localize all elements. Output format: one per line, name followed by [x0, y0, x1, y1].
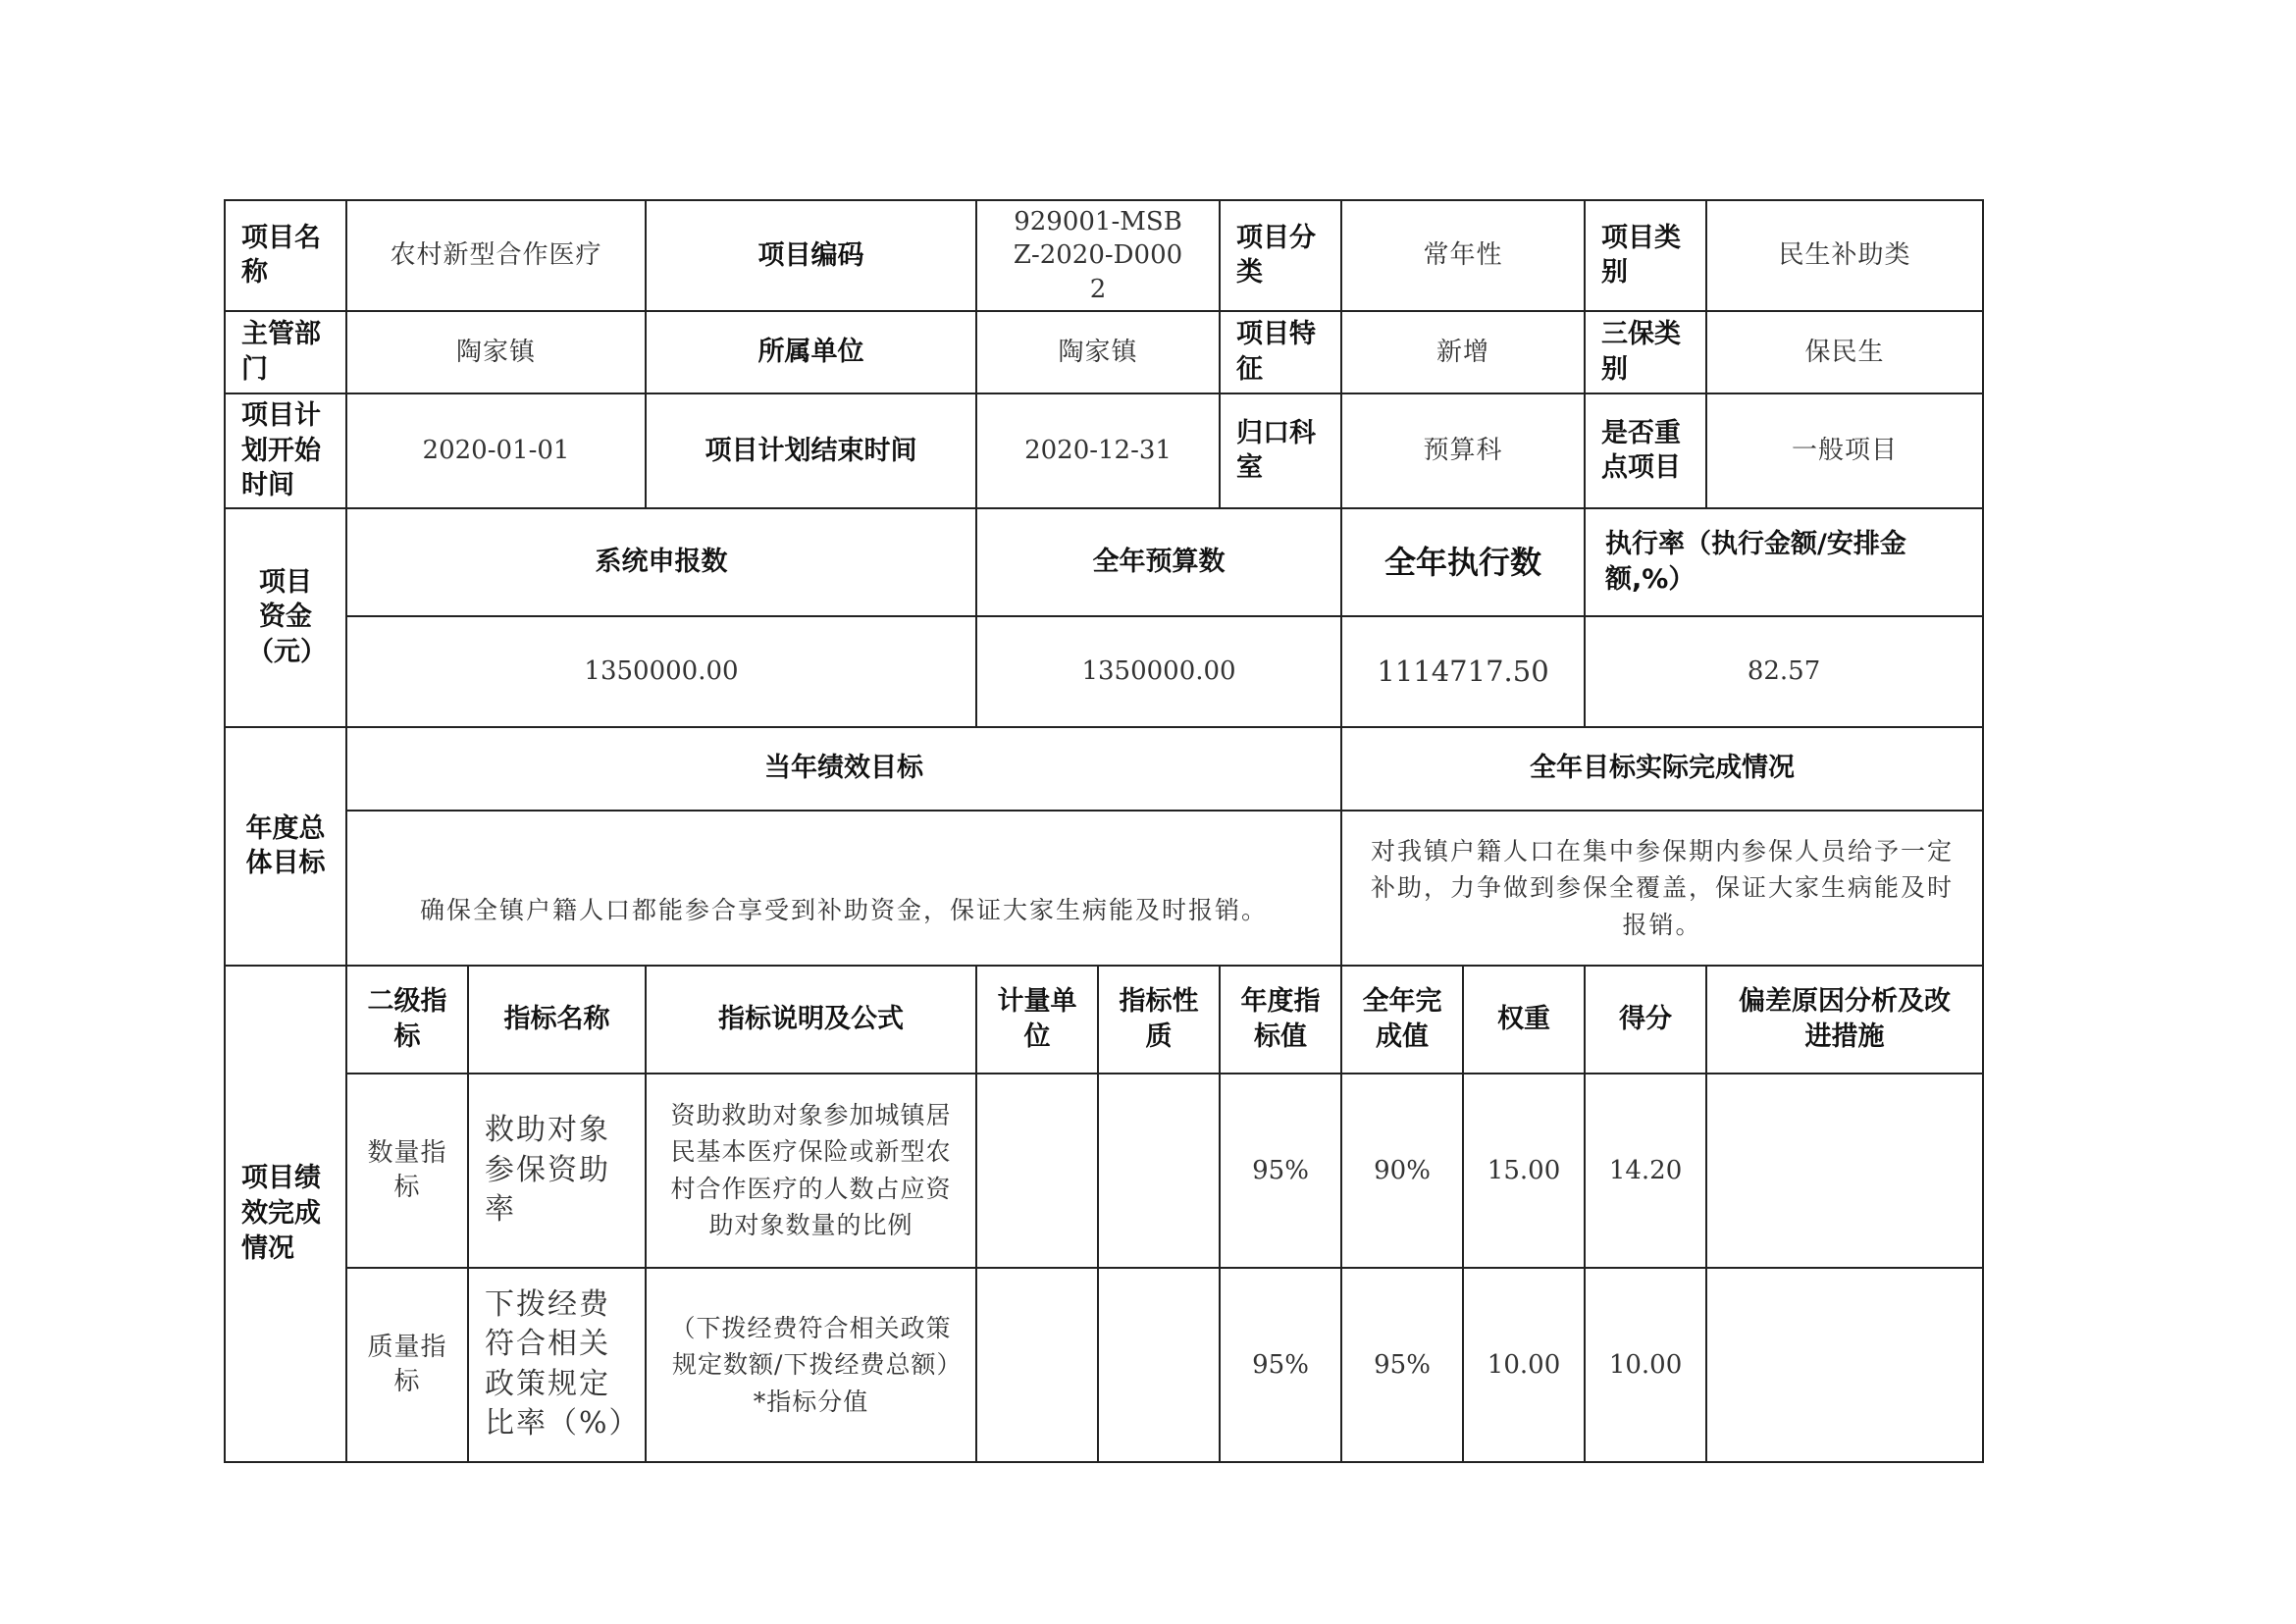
perf-header-score: 得分 — [1585, 966, 1706, 1074]
info-row-3 — [225, 393, 1983, 508]
funds-value-budget: 1350000.00 — [976, 616, 1341, 727]
value-project-category: 民生补助类 — [1706, 200, 1983, 311]
perf-header-actual: 全年完成值 — [1341, 966, 1463, 1074]
perf-row-target: 95% — [1220, 1074, 1341, 1268]
perf-row-nature — [1098, 1074, 1220, 1268]
perf-header-row — [225, 966, 1983, 1074]
annual-goal-target-text: 确保全镇户籍人口都能参合享受到补助资金，保证大家生病能及时报销。 — [346, 811, 1341, 966]
table-row — [225, 1268, 1983, 1462]
perf-row-level2: 数量指标 — [346, 1074, 468, 1268]
perf-row-weight: 10.00 — [1463, 1268, 1585, 1462]
perf-row-name: 下拨经费符合相关政策规定比率（%） — [468, 1268, 646, 1462]
perf-row-actual: 90% — [1341, 1074, 1463, 1268]
perf-row-deviation — [1706, 1074, 1983, 1268]
perf-row-name: 救助对象参保资助率 — [468, 1074, 646, 1268]
label-department: 主管部门 — [225, 311, 346, 393]
funds-header-declared: 系统申报数 — [346, 508, 976, 616]
annual-goal-header-row — [225, 727, 1983, 811]
perf-header-target: 年度指标值 — [1220, 966, 1341, 1074]
funds-value-row — [225, 616, 1983, 727]
perf-row-desc: （下拨经费符合相关政策规定数额/下拨经费总额）*指标分值 — [646, 1268, 976, 1462]
perf-row-actual: 95% — [1341, 1268, 1463, 1462]
perf-header-name: 指标名称 — [468, 966, 646, 1074]
annual-goal-actual-text: 对我镇户籍人口在集中参保期内参保人员给予一定补助，力争做到参保全覆盖，保证大家生病能及时报销。 — [1341, 811, 1983, 966]
perf-row-score: 14.20 — [1585, 1074, 1706, 1268]
perf-header-desc: 指标说明及公式 — [646, 966, 976, 1074]
funds-label: 项目资金（元） — [225, 508, 346, 727]
value-project-feature: 新增 — [1341, 311, 1585, 393]
funds-value-executed: 1114717.50 — [1341, 616, 1585, 727]
label-key-project: 是否重点项目 — [1585, 393, 1706, 508]
perf-row-unit — [976, 1074, 1098, 1268]
perf-row-unit — [976, 1268, 1098, 1462]
label-office: 归口科室 — [1220, 393, 1341, 508]
value-office: 预算科 — [1341, 393, 1585, 508]
perf-row-target: 95% — [1220, 1268, 1341, 1462]
perf-row-desc: 资助救助对象参加城镇居民基本医疗保险或新型农村合作医疗的人数占应资助对象数量的比例 — [646, 1074, 976, 1268]
perf-row-level2: 质量指标 — [346, 1268, 468, 1462]
perf-row-deviation — [1706, 1268, 1983, 1462]
label-affiliated-unit: 所属单位 — [646, 311, 976, 393]
perf-label: 项目绩效完成情况 — [225, 966, 346, 1462]
perf-header-nature: 指标性质 — [1098, 966, 1220, 1074]
performance-report-table — [224, 199, 1984, 1463]
annual-goal-label: 年度总体目标 — [225, 727, 346, 966]
info-row-2 — [225, 311, 1983, 393]
value-project-name: 农村新型合作医疗 — [346, 200, 646, 311]
label-project-name: 项目名称 — [225, 200, 346, 311]
annual-goal-text-row — [225, 811, 1983, 966]
value-plan-end: 2020-12-31 — [976, 393, 1220, 508]
value-plan-start: 2020-01-01 — [346, 393, 646, 508]
funds-value-rate: 82.57 — [1585, 616, 1983, 727]
value-three-guarantee: 保民生 — [1706, 311, 1983, 393]
label-project-feature: 项目特征 — [1220, 311, 1341, 393]
label-project-category: 项目类别 — [1585, 200, 1706, 311]
perf-header-unit: 计量单位 — [976, 966, 1098, 1074]
funds-header-executed: 全年执行数 — [1341, 508, 1585, 616]
table-row — [225, 1074, 1983, 1268]
value-project-classification: 常年性 — [1341, 200, 1585, 311]
label-three-guarantee: 三保类别 — [1585, 311, 1706, 393]
funds-header-rate: 执行率（执行金额/安排金额,%） — [1585, 508, 1983, 616]
info-row-1 — [225, 200, 1983, 311]
label-plan-end: 项目计划结束时间 — [646, 393, 976, 508]
label-project-classification: 项目分类 — [1220, 200, 1341, 311]
performance-report-table-wrap — [224, 199, 1984, 1463]
perf-row-nature — [1098, 1268, 1220, 1462]
value-project-code: 929001-MSBZ-2020-D0002 — [976, 200, 1220, 311]
annual-goal-actual-header: 全年目标实际完成情况 — [1341, 727, 1983, 811]
perf-header-deviation: 偏差原因分析及改进措施 — [1706, 966, 1983, 1074]
label-project-code: 项目编码 — [646, 200, 976, 311]
annual-goal-target-header: 当年绩效目标 — [346, 727, 1341, 811]
value-affiliated-unit: 陶家镇 — [976, 311, 1220, 393]
funds-value-declared: 1350000.00 — [346, 616, 976, 727]
perf-row-score: 10.00 — [1585, 1268, 1706, 1462]
perf-header-level2: 二级指标 — [346, 966, 468, 1074]
perf-row-weight: 15.00 — [1463, 1074, 1585, 1268]
funds-header-budget: 全年预算数 — [976, 508, 1341, 616]
label-plan-start: 项目计划开始时间 — [225, 393, 346, 508]
value-department: 陶家镇 — [346, 311, 646, 393]
perf-header-weight: 权重 — [1463, 966, 1585, 1074]
value-key-project: 一般项目 — [1706, 393, 1983, 508]
funds-header-row — [225, 508, 1983, 616]
